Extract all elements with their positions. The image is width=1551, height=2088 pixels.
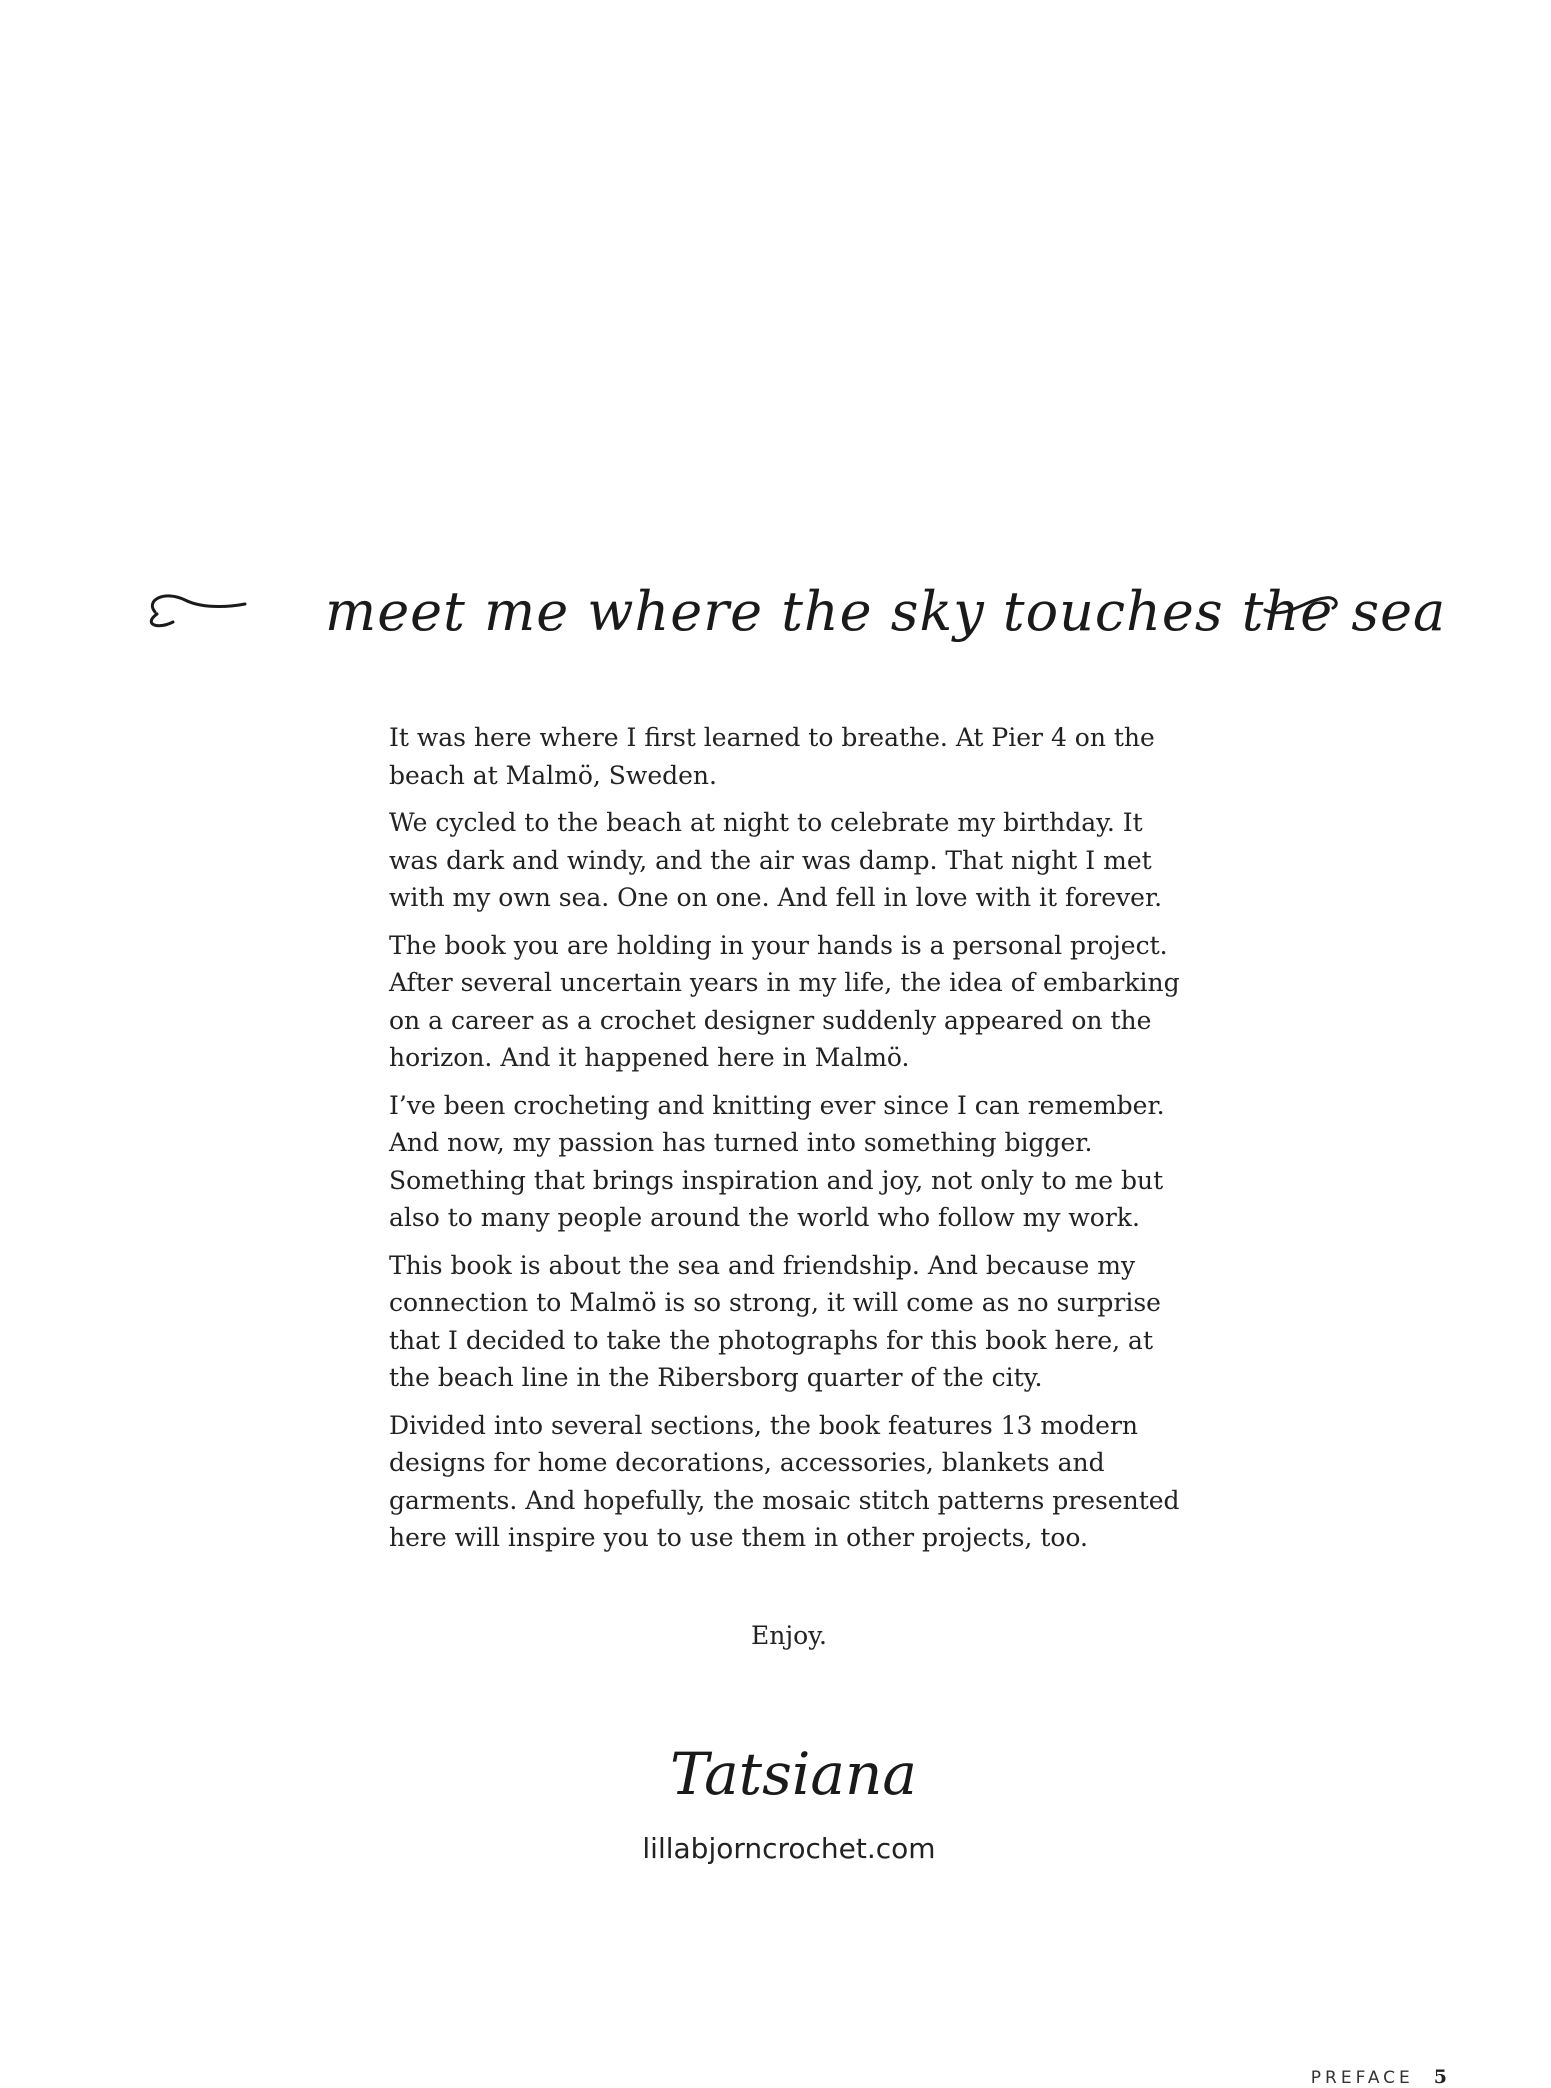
preface-body [389,719,1189,1567]
paragraph: We cycled to the beach at night to celebrate my birthday. It was dark and windy, and the air was damp. That night I met with my own sea. One on one. And fell in love with it forever. [389,808,1163,912]
closing-text: Enjoy. [751,1621,827,1650]
signature [650,1720,917,1820]
signature-text: Tatsiana [670,1740,917,1808]
paragraph: This book is about the sea and friendship. And because my connection to Malmö is so strong, it will come as no surprise that I decided to take the photographs for this book here, at the beach line in the Ribersborg quarter of the city. [389,1250,1161,1392]
paragraph: It was here where I first learned to breathe. At Pier 4 on the beach at Malmö, Sweden. [389,723,1155,790]
script-heading: meet me where the sky touches the sea [325,580,1447,643]
website-link[interactable]: lillabjorncrochet.com [642,1832,936,1865]
paragraph: The book you are holding in your hands is a personal project. After several uncertain years in my life, the idea of embarking on a career as a crochet designer suddenly appeared on the horizon. And it happened here in Malmö. [389,930,1180,1072]
paragraph: Divided into several sections, the book features 13 modern designs for home decorations, accessories, blankets and garments. And hopefully, the mosaic stitch patterns presented here will inspire you to use them in other projects, too. [389,1410,1180,1552]
paragraph: I’ve been crocheting and knitting ever since I can remember. And now, my passion has turned into something bigger. Something that brings inspiration and joy, not only to me but also to many people around the world who follow my work. [389,1090,1165,1232]
heading-block [135,560,1447,680]
page-number: 5 [1433,2066,1447,2088]
footer-section-label: PREFACE [1310,2068,1414,2088]
page-footer [1311,2066,1447,2088]
